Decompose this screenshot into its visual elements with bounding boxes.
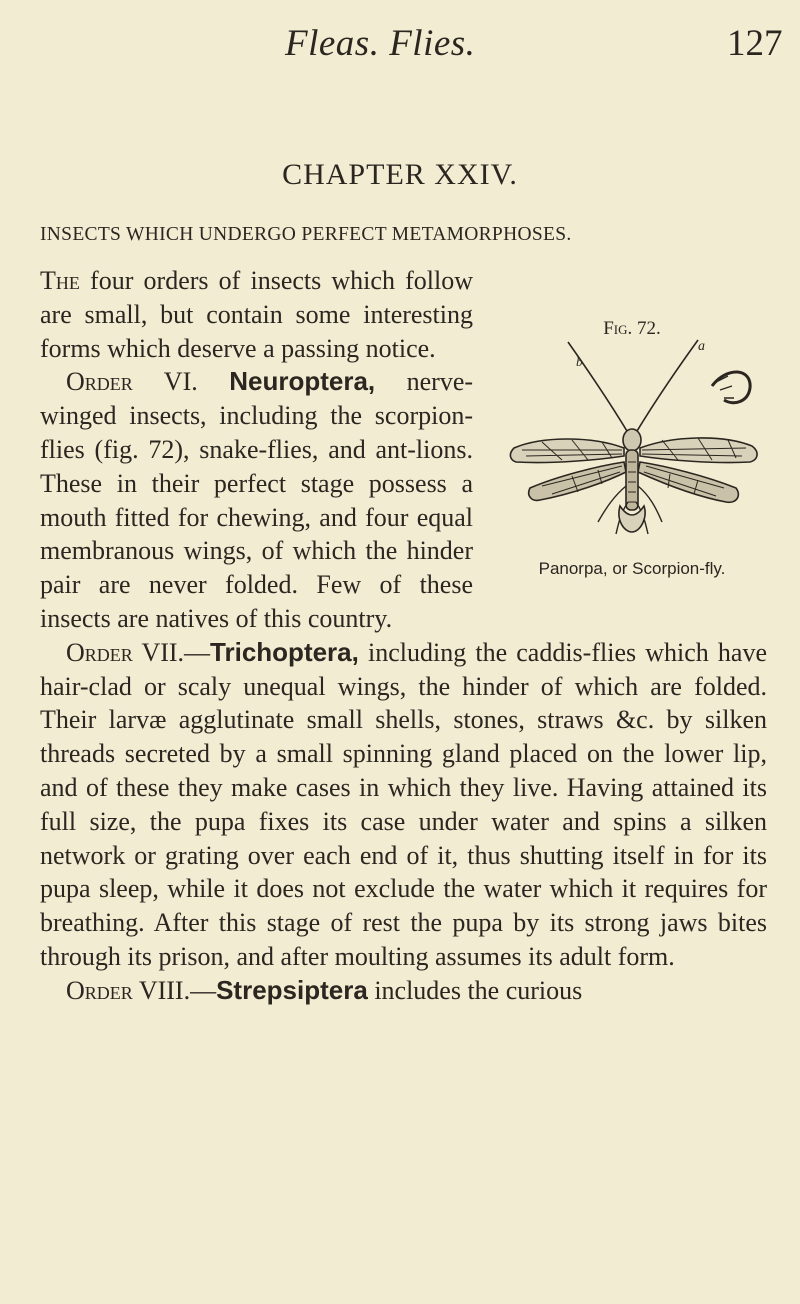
body-text [40,264,767,1008]
order-vi-text: nerve-winged insects, including the scorpion-flies (fig. 72), snake-flies, and ant-lions. These in their perfect stage possess a mouth fitted for chewing, and four equal membranous wings, of which the hinder pair are never folded. Few of these insects are natives of this country. [40,367,474,633]
page-header [0,22,800,66]
letter-a: a [698,339,705,354]
order-vi-name: Neuroptera, [229,366,376,397]
head [623,429,641,451]
antenna-right [634,340,698,436]
page-number: 127 [727,23,783,64]
letter-b: b [576,354,583,369]
thorax [626,450,638,510]
running-title: Fleas. Flies. [285,23,476,64]
figure-caption: Panorpa, or Scorpion-fly. [538,559,726,578]
section-heading: INSECTS WHICH UNDERGO PERFECT METAMORPHOSES. [40,224,572,245]
order-vii-name: Trichoptera, [210,636,359,667]
order-viii-name: Strepsiptera [216,974,368,1005]
upper-wing-right [640,438,757,463]
scorpion-fly-illustration [502,336,762,548]
order-viii-text: includes the curious [367,975,583,1005]
order-vii-text: including the caddis-flies which have hair-clad or scaly unequal wings, the hinder of which are folded. Their larvæ agglutinate small shells, stones, straws &c. by silken threads secreted by a small spinning gland placed on the lower lip, and of these they make cases in which they live. Having attained its full size, the pupa fixes its case under water and spins a silken network or grating over each end of it, thus shutting itself in for its pupa sleep, while it does not exclude the water which it requires for breathing. After this stage of rest the pupa by its strong jaws bites through its prison, and after moulting assumes its adult form. [40,637,767,971]
order-vii-label: Order VII. [66,637,185,667]
intro-text: four orders of insects which follow are small, but contain some interesting forms which deserve a passing notice. [40,266,473,363]
chapter-title: CHAPTER XXIV. [282,158,518,191]
order-vii-paragraph: Order VII.—Trichoptera, including the caddis-flies which have hair-clad or scaly unequal wings, the hinder of which are folded. Their larvæ agglutinate small shells, stones, straws &c. by silken threads secreted by a small spinning gland placed on the lower lip, and of these they make cases in which they live. Having attained its full size, the pupa fixes its case under water and spins a silken network or grating over each end of it, thus shutting itself in for its pupa sleep, while it does not exclude the water which it requires for breathing. After this stage of rest the pupa by its strong jaws bites through its prison, and after moulting assumes its adult form. [40,636,767,971]
order-vi-label: Order VI. [66,367,198,397]
order-viii-paragraph: Order VIII.—Strepsiptera includes the curious [66,974,583,1005]
figure-72 [487,264,777,602]
order-viii-label: Order VIII. [66,975,191,1005]
figure-label: Fig. 72. [603,318,661,339]
intro-lead: The [40,266,80,295]
lower-wing-left [529,462,626,500]
